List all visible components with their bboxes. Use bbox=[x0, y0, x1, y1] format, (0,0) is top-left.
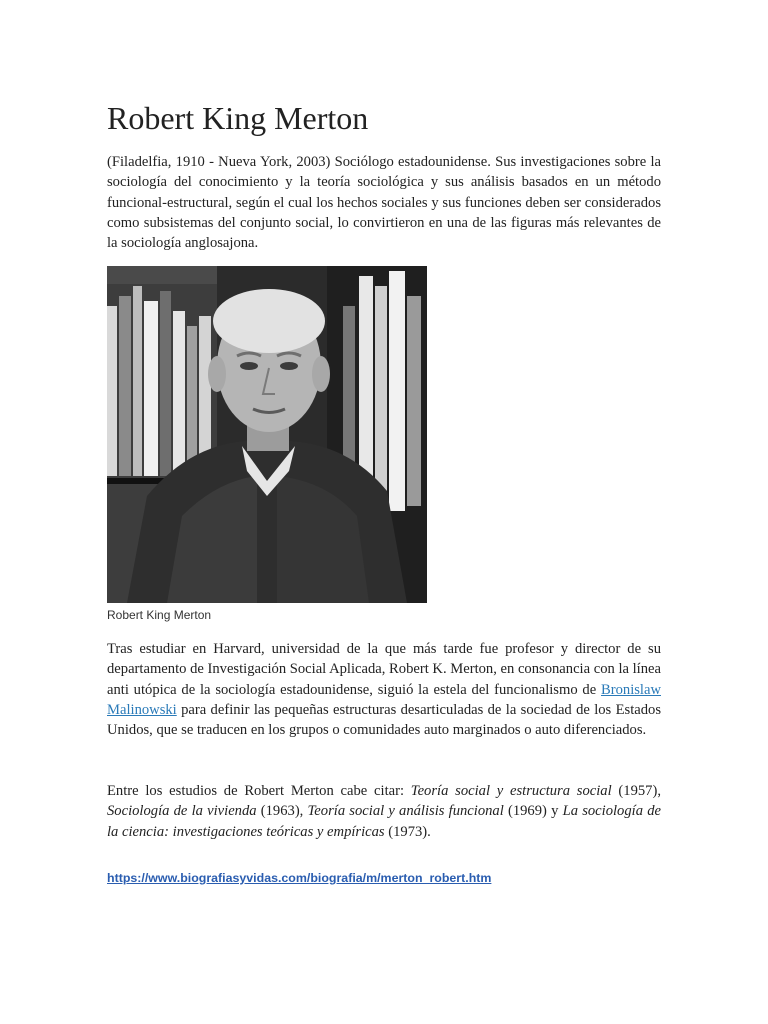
malinowski-link[interactable]: Bronislaw Malinowski bbox=[107, 681, 661, 718]
works-paragraph bbox=[107, 781, 661, 842]
work-title: Teoría social y análisis funcional bbox=[307, 803, 504, 820]
biography-text-before: Tras estudiar en Harvard, universidad de la que más tarde fue profesor y director de su departamento de Investigación Social Aplicada, Robert K. Merton, en consonancia con la línea anti utópica de la sociología estadounidense, siguió la estela del funcionalismo de bbox=[107, 641, 661, 698]
source-url-link[interactable]: https://www.biografiasyvidas.com/biografia/m/merton_robert.htm bbox=[107, 871, 492, 885]
photo-caption: Robert King Merton bbox=[107, 608, 212, 622]
work-year: (1963), bbox=[256, 803, 308, 820]
intro-paragraph: (Filadelfia, 1910 - Nueva York, 2003) Sociólogo estadounidense. Sus investigaciones sobre la sociología del conocimiento y la teoría sociológica y sus análisis basados en un método funcional-estructural, según el cual los hechos sociales y sus funciones deben ser considerados como subsistemas del conjunto social, lo convirtieron en una de las figuras más relevantes de la sociología anglosajona. bbox=[107, 154, 661, 252]
biography-paragraph bbox=[107, 639, 661, 740]
biography-text-after: para definir las pequeñas estructuras desarticuladas de la sociedad de los Estados Unidos, que se traducen en los grupos o comunidades auto marginados o auto diferenciados. bbox=[107, 701, 661, 739]
work-title: Sociología de la vivienda bbox=[107, 803, 257, 820]
article-title: Robert King Merton bbox=[107, 100, 369, 136]
work-year: (1973). bbox=[384, 823, 431, 840]
works-lead: Entre los estudios de Robert Merton cabe citar: bbox=[107, 783, 411, 799]
work-year: (1969) y bbox=[503, 803, 563, 820]
work-year: (1957), bbox=[611, 783, 661, 799]
portrait-photo bbox=[107, 266, 427, 603]
work-title: Teoría social y estructura social bbox=[410, 783, 612, 799]
work-title: La sociología de la ciencia: investigaciones teóricas y empíricas bbox=[107, 803, 661, 840]
